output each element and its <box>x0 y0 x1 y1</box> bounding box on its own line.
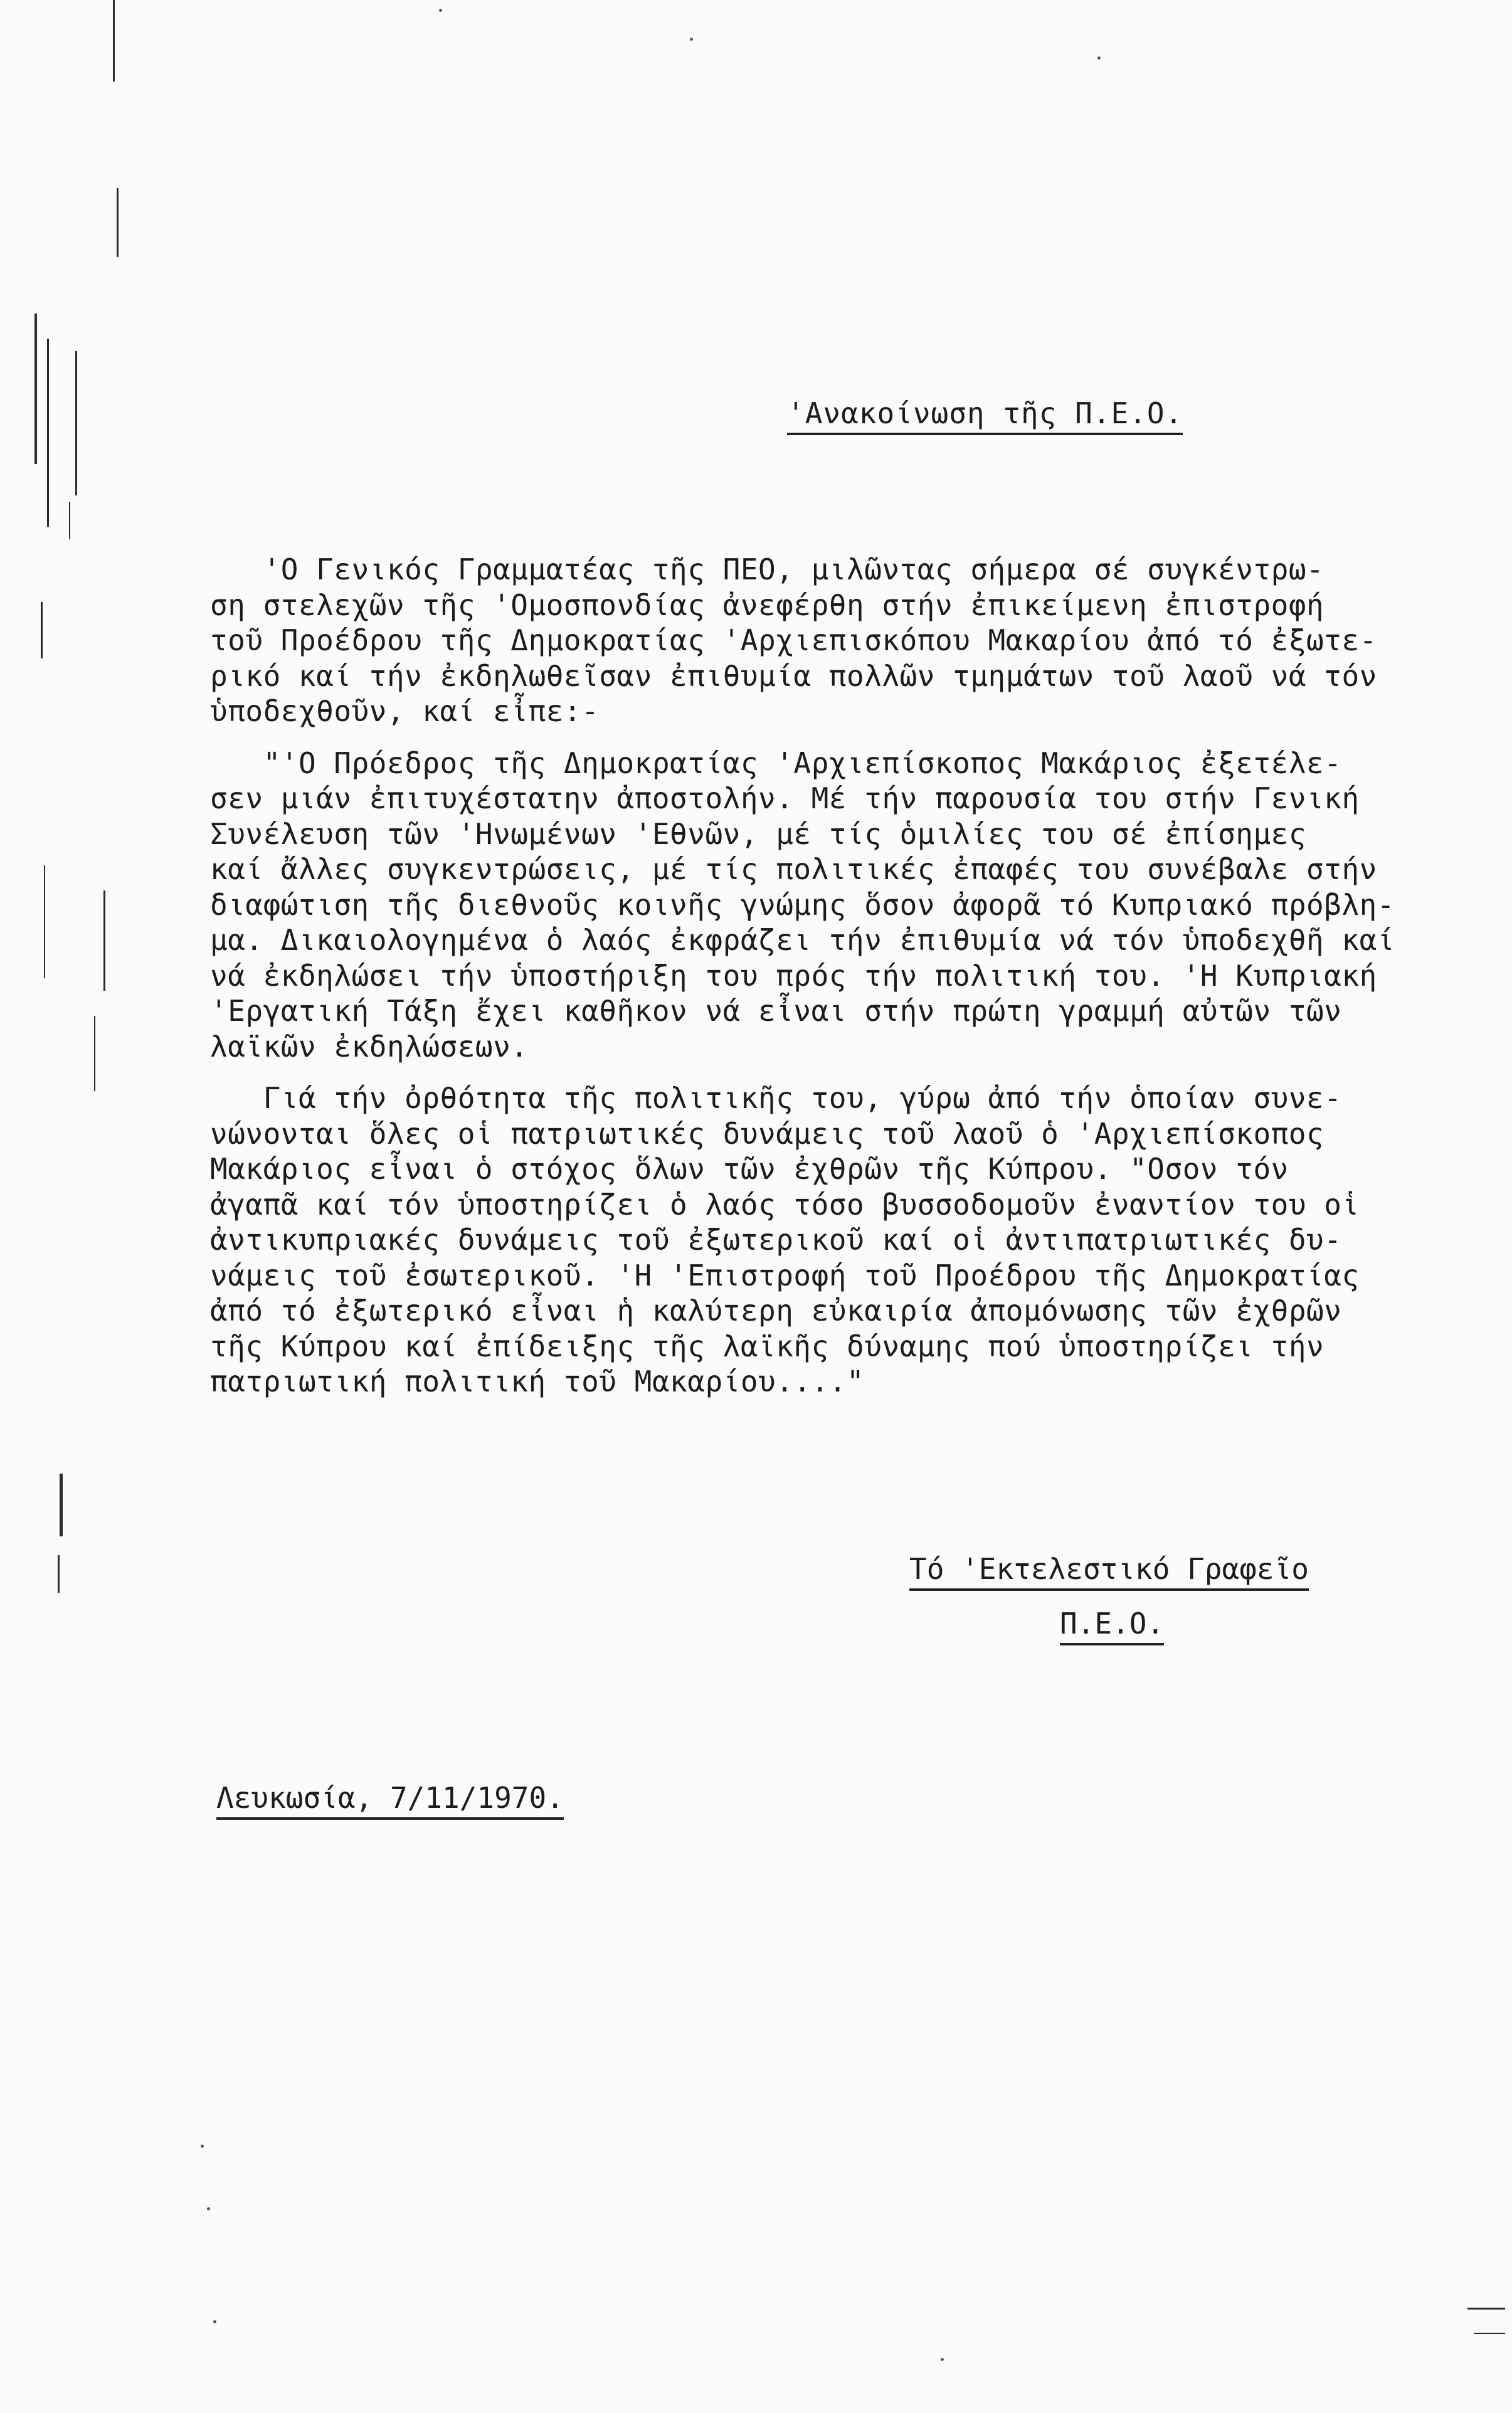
text-line: νά ἐκδηλώσει τήν ὑποστήριξη του πρός τήν πολιτική του. 'Η Κυπριακή <box>210 958 1377 993</box>
paragraph-2 <box>210 746 1471 1065</box>
speck <box>690 38 693 41</box>
signature-office: Τό 'Εκτελεστικό Γραφεῖο <box>909 1552 1309 1591</box>
scan-artifact <box>47 339 49 527</box>
speck <box>207 2207 210 2210</box>
document-body <box>210 552 1471 1400</box>
text-line: τοῦ Προέδρου τῆς Δημοκρατίας 'Αρχιεπισκόπου Μακαρίου ἀπό τό ἐξωτε- <box>210 623 1377 657</box>
text-line: μα. Δικαιολογημένα ὁ λαός ἐκφράζει τήν ἐπιθυμία νά τόν ὑποδεχθῆ καί <box>210 923 1395 957</box>
text-line: διαφώτιση τῆς διεθνοῦς κοινῆς γνώμης ὅσον ἀφορᾶ τό Κυπριακό πρόβλη- <box>210 887 1395 922</box>
text-line: σεν μιάν ἐπιτυχέστατην ἀποστολήν. Μέ τήν παρουσία του στήν Γενική <box>210 781 1360 815</box>
paragraph-3 <box>210 1080 1471 1400</box>
scan-artifact <box>44 865 45 978</box>
speck <box>201 2145 204 2148</box>
text-line: καί ἄλλες συγκεντρώσεις, μέ τίς πολιτικές ἐπαφές του συνέβαλε στήν <box>210 852 1377 886</box>
scan-artifact <box>34 314 37 464</box>
document-title: 'Ανακοίνωση τῆς Π.Ε.Ο. <box>787 396 1183 435</box>
text-line: ρικό καί τήν ἐκδηλωθεῖσαν ἐπιθυμία πολλῶν τμημάτων τοῦ λαοῦ νά τόν <box>210 658 1377 693</box>
scan-artifact <box>75 351 77 495</box>
text-line: ἀντικυπριακές δυνάμεις τοῦ ἐξωτερικοῦ καί οἱ ἀντιπατριωτικές δυ- <box>210 1223 1342 1257</box>
scan-artifact <box>103 890 105 991</box>
text-line: 'Εργατική Τάξη ἔχει καθῆκον νά εἶναι στήν πρώτη γραμμή αὐτῶν τῶν <box>210 994 1342 1028</box>
text-line: νάμεις τοῦ ἐσωτερικοῦ. 'Η 'Επιστροφή τοῦ Προέδρου τῆς Δημοκρατίας <box>210 1258 1360 1292</box>
scan-artifact <box>1474 2333 1505 2334</box>
scan-artifact <box>94 1016 95 1091</box>
document-date: Λευκωσία, 7/11/1970. <box>216 1781 564 1820</box>
signature-org: Π.Ε.Ο. <box>1060 1607 1164 1645</box>
scan-artifact <box>60 1474 63 1536</box>
text-line: ἀπό τό ἐξωτερικό εἶναι ἡ καλύτερη εὐκαιρία ἀπομόνωσης τῶν ἐχθρῶν <box>210 1294 1342 1328</box>
speck <box>439 9 442 12</box>
scan-artifact <box>69 502 70 539</box>
text-line: 'Ο Γενικός Γραμματέας τῆς ΠΕΟ, μιλῶντας σήμερα σέ συγκέντρω- <box>210 552 1324 586</box>
text-line: τῆς Κύπρου καί ἐπίδειξης τῆς λαϊκῆς δύναμης πού ὑποστηρίζει τήν <box>210 1329 1324 1363</box>
text-line: "'Ο Πρόεδρος τῆς Δημοκρατίας 'Αρχιεπίσκοπος Μακάριος ἐξετέλε- <box>210 746 1342 780</box>
scan-artifact <box>41 602 43 658</box>
text-line: Συνέλευση τῶν 'Ηνωμένων 'Εθνῶν, μέ τίς ὁμιλίες του σέ ἐπίσημες <box>210 816 1307 851</box>
text-line: ση στελεχῶν τῆς 'Ομοσπονδίας ἀνεφέρθη στήν ἐπικείμενη ἐπιστροφή <box>210 588 1324 622</box>
text-line: ἀγαπᾶ καί τόν ὑποστηρίζει ὁ λαός τόσο βυσσοδομοῦν ἐναντίον του οἱ <box>210 1187 1360 1222</box>
text-line: Μακάριος εἶναι ὁ στόχος ὅλων τῶν ἐχθρῶν τῆς Κύπρου. "Οσον τόν <box>210 1152 1289 1186</box>
paragraph-1 <box>210 552 1471 729</box>
text-line: Γιά τήν ὀρθότητα τῆς πολιτικῆς του, γύρω ἀπό τήν ὁποίαν συνε- <box>210 1081 1342 1115</box>
speck <box>1097 56 1101 60</box>
scan-artifact <box>1467 2308 1505 2310</box>
scan-artifact <box>117 188 119 257</box>
scan-artifact <box>113 0 115 82</box>
speck <box>941 2358 944 2361</box>
text-line: λαϊκῶν ἐκδηλώσεων. <box>210 1029 529 1064</box>
text-line: νώνονται ὅλες οἱ πατριωτικές δυνάμεις τοῦ λαοῦ ὁ 'Αρχιεπίσκοπος <box>210 1116 1324 1151</box>
scan-artifact <box>58 1555 60 1593</box>
speck <box>213 2320 216 2323</box>
text-line: ὑποδεχθοῦν, καί εἶπε:- <box>210 694 600 728</box>
text-line: πατριωτική πολιτική τοῦ Μακαρίου...." <box>210 1365 865 1398</box>
